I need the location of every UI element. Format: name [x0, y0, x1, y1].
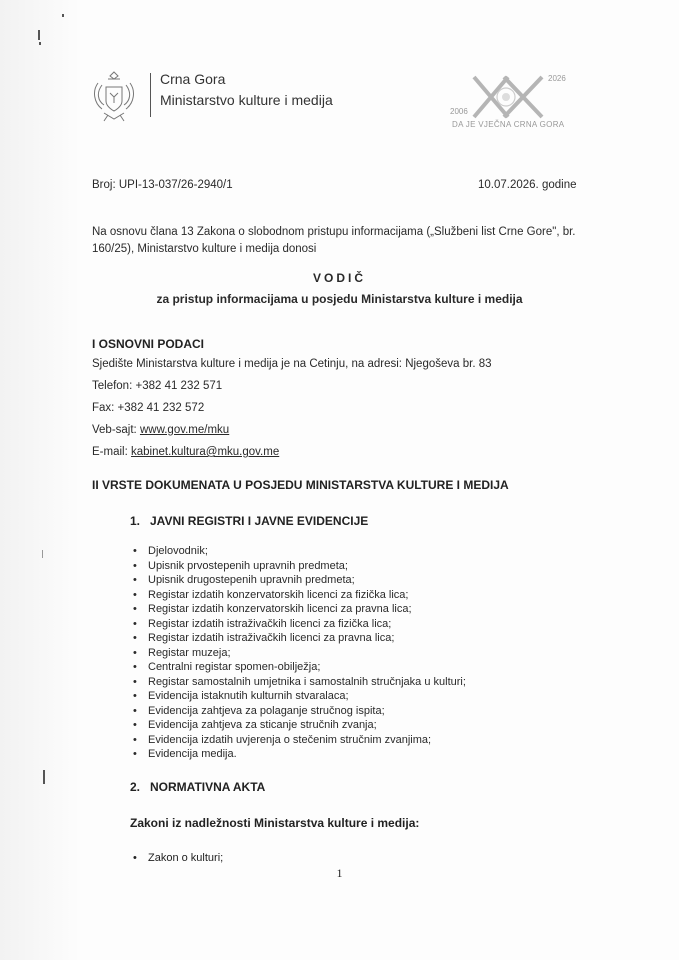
logo-tagline: DA JE VJEČNA CRNA GORA [452, 120, 565, 129]
header-divider [150, 73, 151, 117]
address-line: Sjedište Ministarstva kulture i medija je na Cetinju, na adresi: Njegoševa br. 83 [92, 358, 492, 370]
fax-line: Fax: +382 41 232 572 [92, 402, 205, 414]
website-line [92, 424, 229, 436]
list-item: • Evidencija zahtjeva za sticanje stručnih zvanja; [133, 718, 466, 733]
logo-year-start: 2006 [450, 107, 468, 116]
subsection-number: 1. [130, 514, 141, 528]
list-item: • Registar izdatih konzervatorskih licenci za pravna lica; [133, 602, 466, 617]
coat-of-arms-icon [90, 69, 138, 123]
intro-paragraph: Na osnovu člana 13 Zakona o slobodnom pristupu informacijama („Službeni list Crne Gore", br. 160/25), Ministarstvo kulture i medija donosi [92, 226, 576, 255]
laws-list [133, 851, 223, 866]
subsection-number: 2. [130, 780, 141, 794]
list-item: • Djelovodnik; [133, 544, 466, 559]
email-label: E-mail: [92, 446, 131, 458]
list-item: • Zakon o kulturi; [133, 851, 223, 866]
list-item: • Registar izdatih istraživačkih licenci za fizička lica; [133, 617, 466, 632]
list-item: • Registar izdatih istraživačkih licenci za pravna lica; [133, 631, 466, 646]
email-line [92, 446, 279, 458]
website-label: Veb-sajt: [92, 424, 140, 436]
reference-number: Broj: UPI-13-037/26-2940/1 [92, 179, 233, 191]
list-item: • Evidencija izdatih uvjerenja o stečenim stručnim zvanjima; [133, 733, 466, 748]
section2-heading: II VRSTE DOKUMENATA U POSJEDU MINISTARSTVA KULTURE I MEDIJA [92, 478, 509, 492]
list-item: • Upisnik prvostepenih upravnih predmeta; [133, 559, 466, 574]
anniversary-logo [450, 65, 610, 139]
org-ministry: Ministarstvo kulture i medija [160, 92, 333, 108]
laws-heading: Zakoni iz nadležnosti Ministarstva kulture i medija: [130, 816, 420, 830]
email-link[interactable]: kabinet.kultura@mku.gov.me [130, 446, 280, 458]
letterhead [90, 65, 610, 129]
subsection-title: NORMATIVNA AKTA [150, 780, 266, 794]
logo-year-end: 2026 [548, 74, 566, 83]
list-item: • Evidencija zahtjeva za polaganje stručnog ispita; [133, 704, 466, 719]
list-item: • Registar izdatih konzervatorskih licenci za fizička lica; [133, 588, 466, 603]
registers-list [133, 544, 466, 762]
section1-heading: I OSNOVNI PODACI [92, 337, 205, 351]
website-link[interactable]: www.gov.me/mku [139, 424, 230, 436]
page-number: 1 [336, 866, 343, 880]
list-item: • Evidencija medija. [133, 747, 466, 762]
subsection-normative-heading [130, 780, 265, 794]
list-item: • Centralni registar spomen-obilježja; [133, 660, 466, 675]
subsection-registers-heading [130, 514, 368, 528]
list-item: • Registar samostalnih umjetnika i samostalnih stručnjaka u kulturi; [133, 675, 466, 690]
subsection-title: JAVNI REGISTRI I JAVNE EVIDENCIJE [150, 514, 369, 528]
scan-shadow [0, 0, 80, 960]
org-country: Crna Gora [160, 71, 226, 87]
phone-line: Telefon: +382 41 232 571 [92, 380, 223, 392]
document-date: 10.07.2026. godine [478, 179, 577, 191]
document-title: VODIČ [312, 271, 366, 285]
document-subtitle: za pristup informacijama u posjedu Ministarstva kulture i medija [156, 292, 523, 306]
list-item: • Evidencija istaknutih kulturnih stvaralaca; [133, 689, 466, 704]
list-item: • Upisnik drugostepenih upravnih predmeta; [133, 573, 466, 588]
list-item: • Registar muzeja; [133, 646, 466, 661]
